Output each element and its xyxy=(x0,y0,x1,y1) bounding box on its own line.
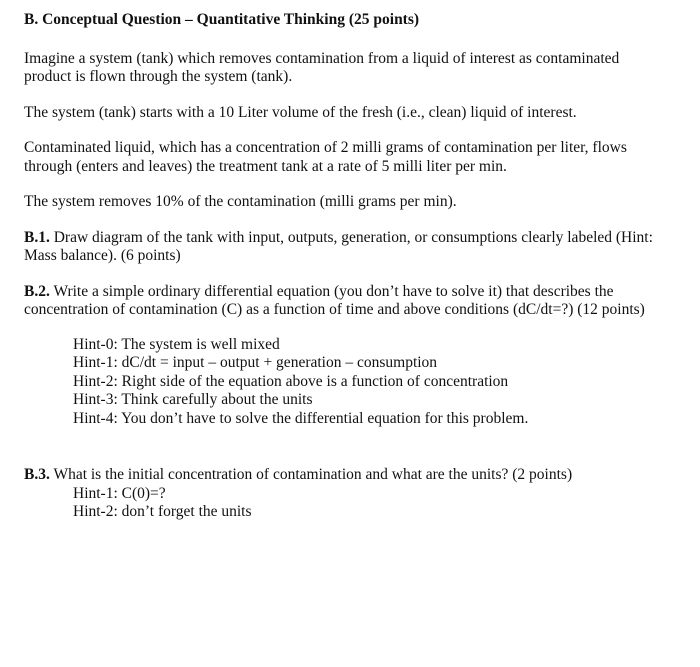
b2-hint-item: Hint-4: You don’t have to solve the differential equation for this problem. xyxy=(73,409,529,427)
question-b2-label: B.2. xyxy=(24,282,50,300)
b2-hint-item: Hint-0: The system is well mixed xyxy=(73,335,280,353)
b3-hint-item: Hint-1: C(0)=? xyxy=(73,484,166,502)
b2-hint-list xyxy=(73,336,664,429)
b2-hint-item: Hint-3: Think carefully about the units xyxy=(73,391,313,408)
question-b3 xyxy=(24,466,664,485)
removal-paragraph: The system removes 10% of the contamination (milli grams per min). xyxy=(24,193,457,210)
question-b2-text: Write a simple ordinary differential equation (you don’t have to solve it) that describes the concentration of contamination (C) as a function of time and above conditions (dC/dt=?) (12 points) xyxy=(24,282,645,318)
question-b3-text: What is the initial concentration of contamination and what are the units? (2 points) xyxy=(49,466,573,483)
flow-paragraph: Contaminated liquid, which has a concentration of 2 milli grams of contamination per liter, flows through (enters and leaves) the treatment tank at a rate of 5 milli liter per min. xyxy=(24,139,627,175)
question-b3-label: B.3. xyxy=(24,466,50,483)
initial-volume-paragraph: The system (tank) starts with a 10 Liter volume of the fresh (i.e., clean) liquid of interest. xyxy=(24,103,577,121)
question-b1-label: B.1. xyxy=(24,228,50,246)
b3-hint-list xyxy=(73,485,664,522)
question-b2 xyxy=(24,283,664,320)
question-document xyxy=(24,11,664,522)
section-heading: B. Conceptual Question – Quantitative Thinking (25 points) xyxy=(24,11,420,28)
question-b1-text: Draw diagram of the tank with input, outputs, generation, or consumptions clearly labeled (Hint: Mass balance). (6 points) xyxy=(24,228,653,264)
question-b1 xyxy=(24,229,664,266)
b3-hint-item: Hint-2: don’t forget the units xyxy=(73,503,252,520)
b2-hint-item: Hint-2: Right side of the equation above is a function of concentration xyxy=(73,372,509,390)
intro-paragraph: Imagine a system (tank) which removes contamination from a liquid of interest as contaminated product is flown through the system (tank). xyxy=(24,49,620,85)
b2-hint-item: Hint-1: dC/dt = input – output + generation – consumption xyxy=(73,354,438,371)
